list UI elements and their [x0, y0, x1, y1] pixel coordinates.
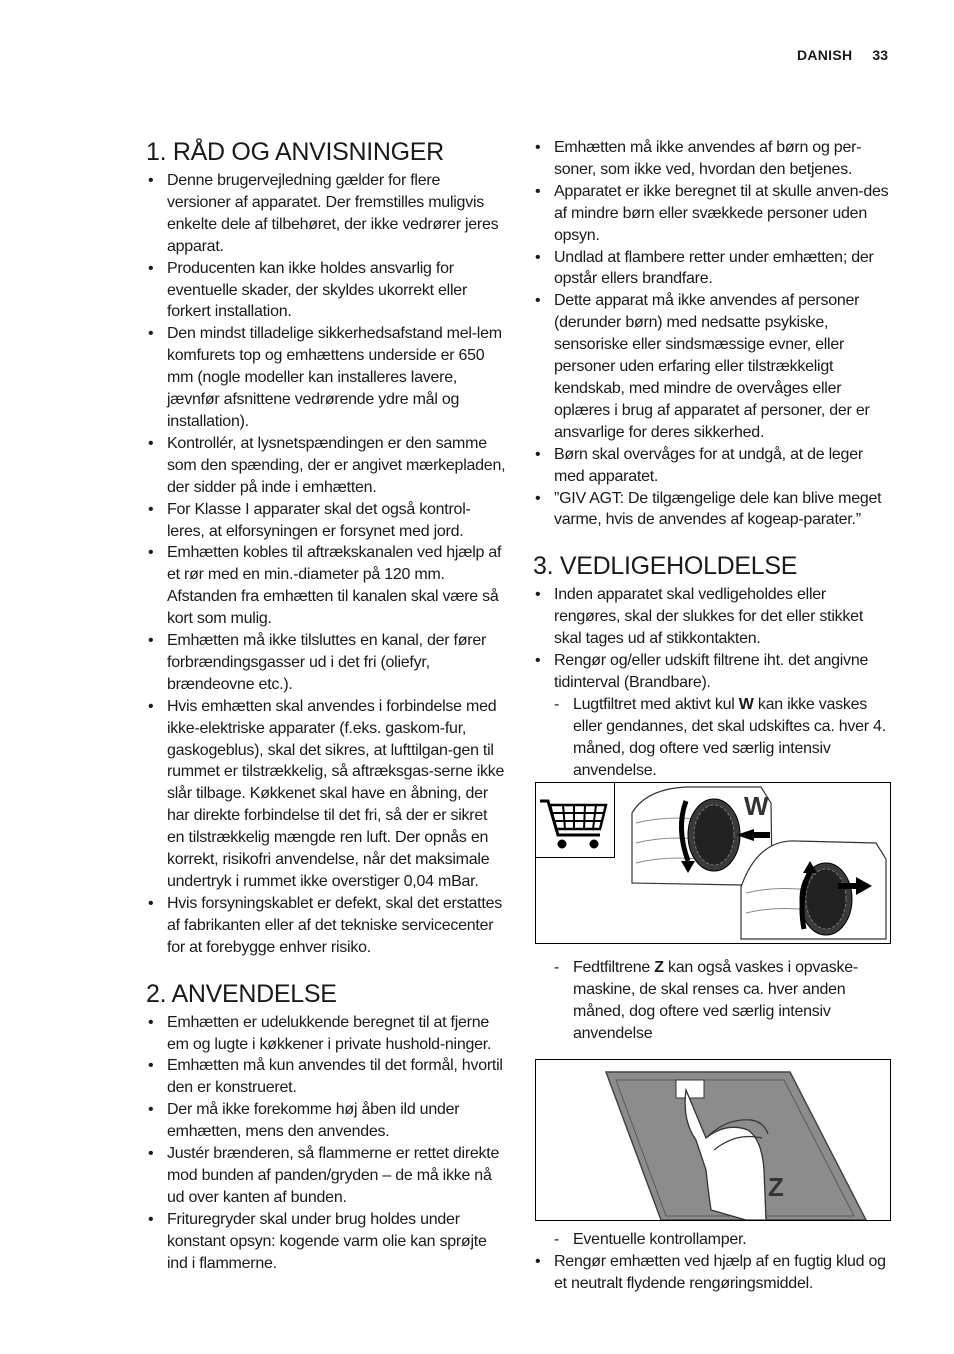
list-item: • Rengør emhætten ved hjælp af en fugtig klud og et neutralt flydende rengøringsmiddel. — [533, 1251, 891, 1295]
section-3-title: 3. VEDLIGEHOLDELSE — [533, 552, 798, 581]
list-item: • Undlad at flambere retter under emhætten; der opstår ellers brandfare. — [533, 247, 891, 291]
sub-item-lamps: - Eventuelle kontrollamper. — [533, 1229, 891, 1251]
sub-item-charcoal-filter — [533, 694, 891, 782]
list-item: • Børn skal overvåges for at undgå, at de leger med apparatet. — [533, 444, 891, 488]
list-item: • Emhætten kobles til aftrækskanalen ved hjælp af et rør med en min.-diameter på 120 mm. Afstanden fra emhætten til kanalen skal være så kort som mulig. — [146, 542, 506, 630]
list-item: • For Klasse I apparater skal det også kontrol-leres, at elforsyningen er forsynet med jord. — [146, 499, 506, 543]
section-2-title: 2. ANVENDELSE — [146, 979, 337, 1008]
grease-filter-figure — [535, 1059, 891, 1221]
sub-item-text: kan også vaskes i opvaske-maskine, de skal renses ca. hver anden måned, dog oftere ved særlig intensiv anvendelse — [573, 959, 859, 1043]
section-3-sublist — [533, 694, 891, 782]
sub-item-text: Lugtfiltret med aktivt kul — [573, 695, 739, 713]
list-item: • Emhætten må ikke tilsluttes en kanal, der fører forbrændingsgasser ud i det fri (oliefyr, brændeovne etc.). — [146, 630, 506, 696]
list-item: • Emhætten må ikke anvendes af børn og per-soner, som ikke ved, hvordan den betjenes. — [533, 137, 891, 181]
list-item: • Producenten kan ikke holdes ansvarlig for eventuelle skader, der skyldes ukorrekt eller forkert installation. — [146, 258, 506, 324]
list-item: • Justér brænderen, så flammerne er rettet direkte mod bunden af panden/gryden – de må ikke nå ud over kanten af bunden. — [146, 1143, 506, 1209]
section-2-list — [146, 1012, 506, 1275]
section-2-list-continued — [533, 137, 891, 531]
list-item: • Apparatet er ikke beregnet til at skulle anven-des af mindre børn eller svækkede personer uden opsyn. — [533, 181, 891, 247]
list-item: • Der må ikke forekomme høj åben ild under emhætten, mens den anvendes. — [146, 1099, 506, 1143]
section-3-list — [533, 584, 891, 694]
section-3-sublist-3 — [533, 1229, 891, 1251]
sub-item-text: kan ikke vaskes eller gendannes, det skal udskiftes ca. hver 4. måned, dog oftere ved særlig intensiv anvendelse. — [573, 695, 886, 779]
charcoal-filter-illustration — [536, 783, 890, 943]
list-item: • Inden apparatet skal vedligeholdes eller rengøres, skal der slukkes for det eller stikket skal tages ud af stikkontakten. — [533, 584, 891, 650]
page-header — [797, 47, 888, 63]
list-item: • Dette apparat må ikke anvendes af personer (derunder børn) med nedsatte psykiske, sensoriske eller sindsmæssige evner, eller personer uden erfaring eller tilstrækkeligt kendskab, med mindre de overvåges eller oplæres i brug af apparatet af personer, der er ansvarlige for deres sikkerhed. — [533, 290, 891, 443]
section-3-list-end — [533, 1251, 891, 1295]
filter-label-z: Z — [768, 1172, 784, 1203]
list-item: • ”GIV AGT: De tilgængelige dele kan blive meget varme, hvis de anvendes af kogeap-parater.” — [533, 488, 891, 532]
sub-item-text: Fedtfiltrene — [573, 959, 655, 977]
list-item: • Hvis forsyningskablet er defekt, skal det erstattes af fabrikanten eller af det tekniske servicecenter for at forebygge enhver risiko. — [146, 893, 506, 959]
filter-code-z: Z — [654, 959, 664, 977]
charcoal-filter-figure — [535, 782, 891, 944]
list-item: • Emhætten må kun anvendes til det formål, hvortil den er konstrueret. — [146, 1055, 506, 1099]
section-1-title: 1. RÅD OG ANVISNINGER — [146, 138, 444, 166]
list-item: • Den mindst tilladelige sikkerhedsafstand mel-lem komfurets top og emhættens underside er 650 mm (nogle modeller kan installeres lavere, jævnfør afsnittene vedrørende ydre mål og installation). — [146, 323, 506, 433]
right-column — [533, 137, 891, 1295]
list-item: • Frituregryder skal under brug holdes under konstant opsyn: kogende varm olie kan sprøjte ind i flammerne. — [146, 1209, 506, 1275]
sub-item-grease-filter — [533, 957, 891, 1045]
list-item: • Rengør og/eller udskift filtrene iht. det angivne tidinterval (Brandbare). — [533, 650, 891, 694]
filter-code-w: W — [738, 695, 754, 713]
language-label: DANISH — [796, 47, 853, 63]
filter-label-w: W — [744, 791, 769, 822]
grease-filter-illustration — [536, 1060, 890, 1220]
left-column — [146, 137, 506, 1275]
section-1-list — [146, 170, 506, 959]
list-item: • Denne brugervejledning gælder for flere versioner af apparatet. Der fremstilles muligvis enkelte dele af tilbehøret, der ikke vedrører jeres apparat. — [146, 170, 506, 258]
list-item: • Emhætten er udelukkende beregnet til at fjerne em og lugte i køkkener i private hushold-ninger. — [146, 1012, 506, 1056]
section-3-sublist-2 — [533, 957, 891, 1045]
list-item: • Hvis emhætten skal anvendes i forbindelse med ikke-elektriske apparater (f.eks. gaskom-fur, gaskogeblus), skal det sikres, at lufttilgan-gen til rummet er tilstrækkelig, så aftræksgas-serne ikke slår tilbage. Køkkenet skal have en åbning, der har direkte forbindelse til det fri, så der er sikret en tilstrækkelig mængde ren luft. Der opnås en korrekt, risikofri anvendelse, når det maksimale undertryk i rummet ikke overstiger 0,04 mBar. — [146, 696, 506, 893]
page-number: 33 — [872, 47, 888, 63]
list-item: • Kontrollér, at lysnetspændingen er den samme som den spænding, der er angivet mærkepladen, der sidder på inde i emhætten. — [146, 433, 506, 499]
